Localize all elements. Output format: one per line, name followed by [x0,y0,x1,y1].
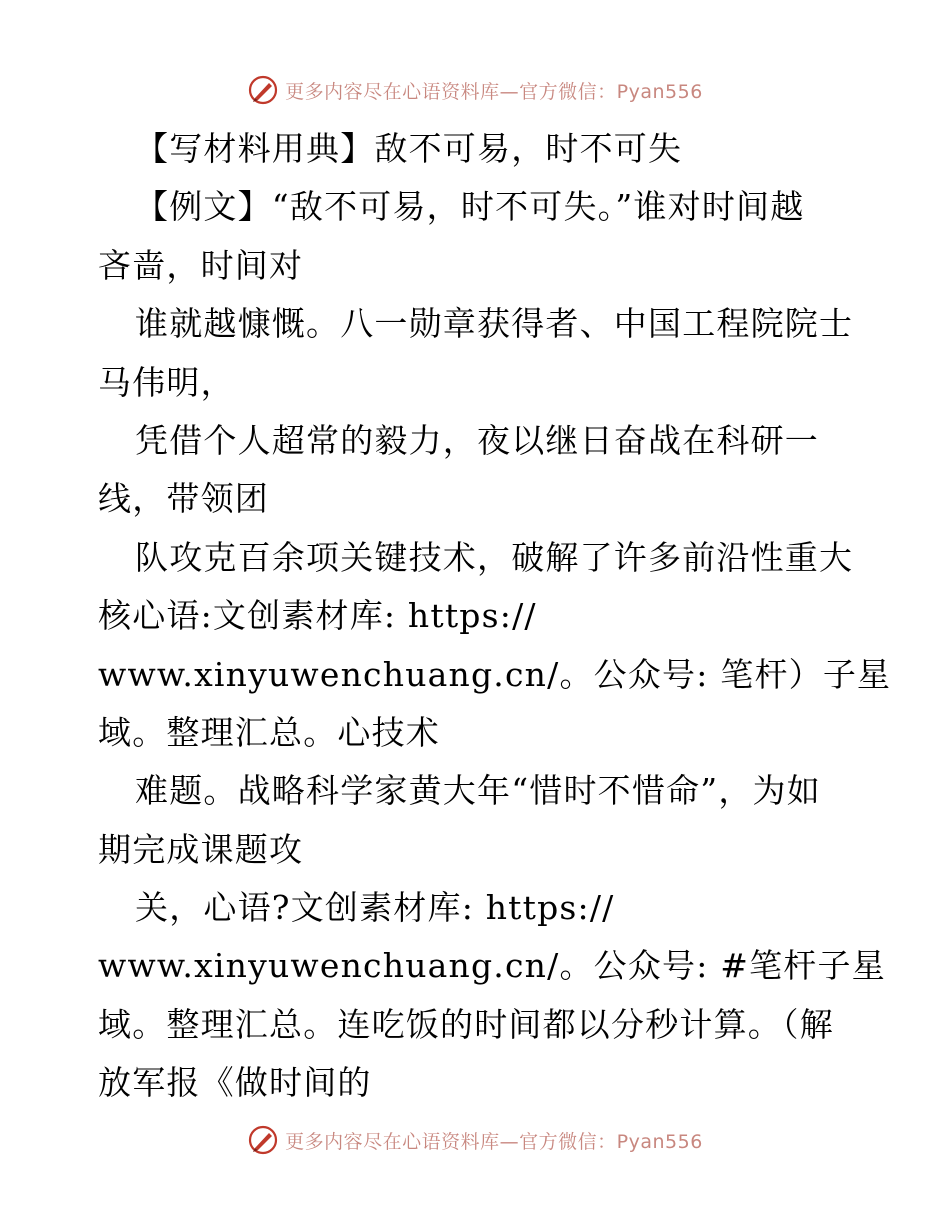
text-line: 吝啬，时间对 [98,245,304,285]
text-line: 队攻克百余项关键技术，破解了许多前沿性重大 [135,537,854,577]
text-line: 期完成课题攻 [98,829,304,869]
text-line: 关，心语?文创素材库: https:// [135,888,615,928]
text-line: 【例文】“敌不可易，时不可失。”谁对时间越 [135,187,805,227]
footer-watermark [0,1120,950,1160]
pen-logo-icon [247,1124,279,1156]
text-line: 【写材料用典】敌不可易，时不可失 [135,129,683,168]
text-line: 谁就越慷慨。八一勋章获得者、中国工程院院士 [135,304,854,344]
header-watermark [0,70,950,110]
pen-logo-icon [247,74,279,106]
text-line: www.xinyuwenchuang.cn/。公众号: #笔杆子星 [98,946,886,986]
text-line: www.xinyuwenchuang.cn/。公众号: 笔杆）子星 [98,654,892,694]
header-watermark-text: 更多内容尽在心语资料库—官方微信：Pyan556 [285,80,703,103]
text-line: 核心语:文创素材库: https:// [98,596,537,636]
text-line: 域。整理汇总。连吃饭的时间都以分秒计算。（解 [98,1004,834,1044]
text-line: 域。整理汇总。心技术 [98,712,440,752]
text-line: 放军报《做时间的 [98,1063,372,1103]
text-line: 难题。战略科学家黄大年“惜时不惜命”，为如 [135,771,821,811]
footer-watermark-text: 更多内容尽在心语资料库—官方微信：Pyan556 [285,1130,703,1153]
text-line: 凭借个人超常的毅力，夜以继日奋战在科研一 [135,420,819,460]
text-line: 线，带领团 [98,479,269,519]
text-line: 马伟明， [98,362,235,402]
document-body [98,120,892,1113]
